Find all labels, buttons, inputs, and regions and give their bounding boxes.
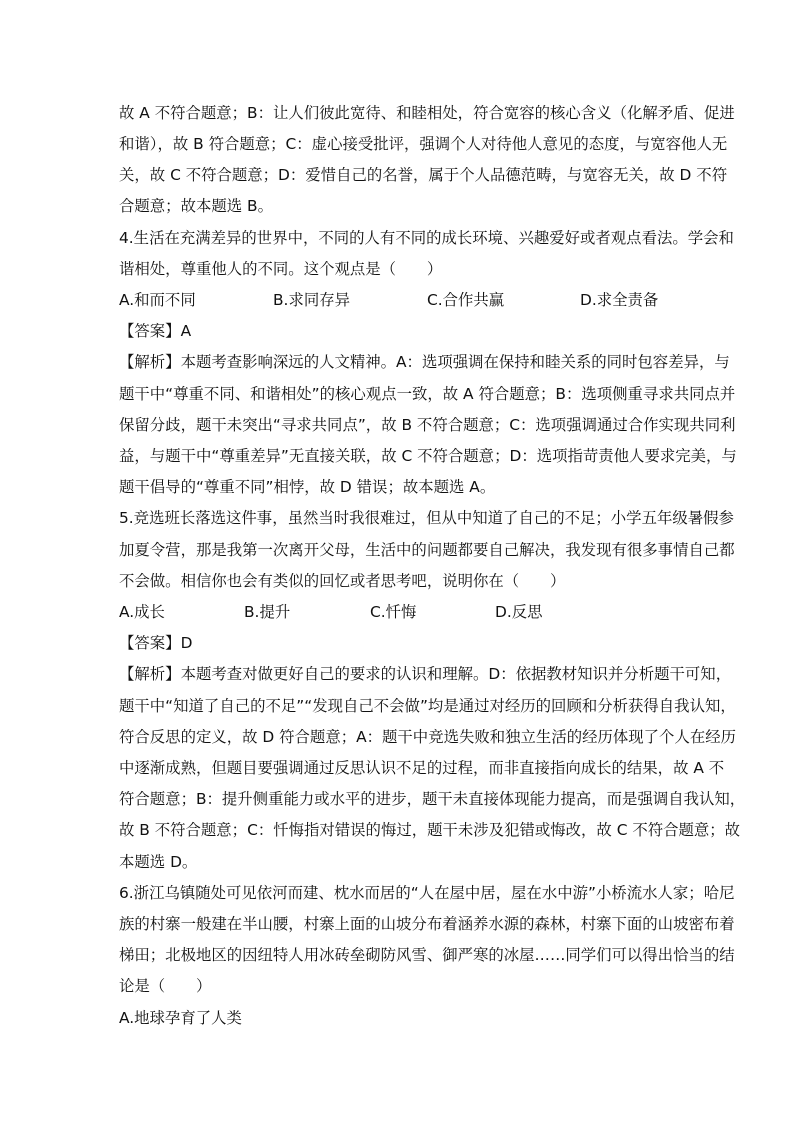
analysis-line: 本题选 D。	[119, 853, 198, 871]
question-4-option-c: C.合作共赢	[427, 291, 505, 309]
analysis-line: 题干中“尊重不同、和谐相处”的核心观点一致，故 A 符合题意；B：选项侧重寻求共同点并	[119, 385, 736, 403]
analysis-line: 题干中“知道了自己的不足”“发现自己不会做”均是通过对经历的回顾和分析获得自我认知，	[119, 697, 736, 715]
question-4-option-a: A.和而不同	[119, 291, 196, 309]
question-4-option-b: B.求同存异	[273, 291, 351, 309]
text-line: 关，故 C 不符合题意；D：爱惜自己的名誉，属于个人品德范畴，与宽容无关，故 D 不符	[119, 166, 728, 184]
analysis-line: 符合题意；B：提升侧重能力或水平的进步，题干未直接体现能力提高，而是强调自我认知，	[119, 790, 746, 808]
question-5-option-d: D.反思	[495, 603, 543, 621]
question-5-stem: 加夏令营，那是我第一次离开父母，生活中的问题都要自己解决，我发现有很多事情自己都	[119, 541, 735, 559]
text-line: 和谐），故 B 符合题意；C：虚心接受批评，强调个人对待他人意见的态度，与宽容他人无	[119, 135, 728, 153]
question-6-stem: 6.浙江乌镇随处可见依河而建、枕水而居的“人在屋中居，屋在水中游”小桥流水人家；哈尼	[119, 884, 735, 902]
analysis-line: 题干倡导的“尊重不同”相悖，故 D 错误；故本题选 A。	[119, 478, 496, 496]
analysis-line: 中逐渐成熟，但题目要强调通过反思认识不足的过程，而非直接指向成长的结果，故 A 不	[119, 759, 725, 777]
question-6-option-a: A.地球孕育了人类	[119, 1009, 242, 1027]
question-5-option-a: A.成长	[119, 603, 165, 621]
answer-line: 【答案】D	[119, 634, 193, 652]
question-6-stem: 论是（ ）	[119, 977, 212, 995]
question-4-stem: 4.生活在充满差异的世界中，不同的人有不同的成长环境、兴趣爱好或者观点看法。学会和	[119, 229, 734, 247]
question-6-stem: 梯田；北极地区的因纽特人用冰砖垒砌防风雪、御严寒的冰屋……同学们可以得出恰当的结	[119, 946, 735, 964]
text-line: 故 A 不符合题意；B：让人们彼此宽待、和睦相处，符合宽容的核心含义（化解矛盾、促进	[119, 104, 735, 122]
question-5-stem: 5.竞选班长落选这件事，虽然当时我很难过，但从中知道了自己的不足；小学五年级暑假参	[119, 509, 734, 527]
analysis-line: 【解析】本题考查对做更好自己的要求的认识和理解。D：依据教材知识并分析题干可知，	[119, 665, 732, 683]
analysis-line: 保留分歧，题干未突出“寻求共同点”，故 B 不符合题意；C：选项强调通过合作实现共同利	[119, 416, 736, 434]
text-line: 合题意；故本题选 B。	[119, 197, 273, 215]
question-4-stem: 谐相处，尊重他人的不同。这个观点是（ ）	[119, 260, 443, 278]
analysis-line: 【解析】本题考查影响深远的人文精神。A：选项强调在保持和睦关系的同时包容差异，与	[119, 353, 730, 371]
analysis-line: 益，与题干中“尊重差异”无直接关联，故 C 不符合题意；D：选项指苛责他人要求完美，与	[119, 447, 737, 465]
question-4-option-d: D.求全责备	[580, 291, 659, 309]
analysis-line: 故 B 不符合题意；C：忏悔指对错误的悔过，题干未涉及犯错或悔改，故 C 不符合题意；故	[119, 821, 741, 839]
question-5-option-c: C.忏悔	[370, 603, 417, 621]
question-5-stem: 不会做。相信你也会有类似的回忆或者思考吧，说明你在（ ）	[119, 572, 566, 590]
analysis-line: 符合反思的定义，故 D 符合题意；A：题干中竞选失败和独立生活的经历体现了个人在经历	[119, 728, 737, 746]
question-6-stem: 族的村寨一般建在半山腰，村寨上面的山坡分布着涵养水源的森林，村寨下面的山坡密布着	[119, 915, 735, 933]
answer-line: 【答案】A	[119, 322, 192, 340]
question-5-option-b: B.提升	[244, 603, 291, 621]
